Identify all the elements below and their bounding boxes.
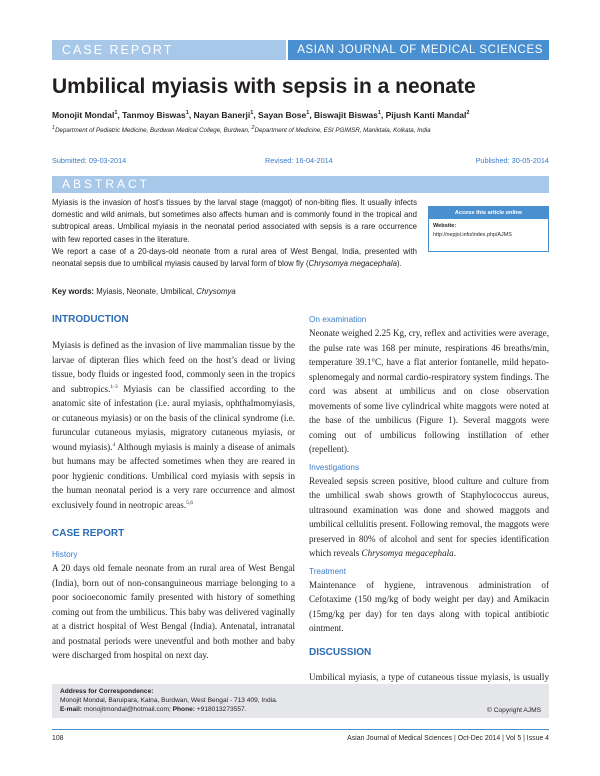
page-number: 108 <box>52 735 64 742</box>
abstract-paragraph: We report a case of a 20-days-old neonate from a rural area of West Bengal, India, presented with neonatal sepsis due to umbilical myiasis caused by larval form of blow fly (Chrysomya megacephala). <box>52 246 417 269</box>
introduction-heading: INTRODUCTION <box>52 314 129 325</box>
right-column <box>309 314 549 699</box>
online-access-heading: Access this article online <box>429 207 548 219</box>
investigations-paragraph: Revealed sepsis screen positive, blood culture and culture from the umbilical swab shows growth of Staphylococcus aureus, ultrasound examination was done and showed maggots and umbilical cellulitis present. Following removal, the maggots were preserved in 80% of alcohol and sent for species identification which reveals Chrysomya megacephala. <box>309 475 549 558</box>
left-column <box>52 313 295 663</box>
email-link[interactable]: monojitmondal@hotmail.com; <box>81 706 173 713</box>
discussion-paragraph: Umbilical myiasis, a type of cutaneous tissue myiasis, is usually <box>309 671 549 682</box>
author-list: Monojit Mondal$^1$, Tanmoy Biswas$^1$, Nayan Banerji$^1$, Sayan Bose$^1$, Biswajit Biswas$^1$, Pijush Kanti Mandal$^2$ <box>52 110 470 120</box>
examination-heading: On examination <box>309 315 367 324</box>
keywords: Key words: Myiasis, Neonate, Umbilical, Chrysomya <box>52 287 236 296</box>
affiliations: $^1$Department of Pediatric Medicine, Burdwan Medical College, Burdwan, $^2$Department of Medicine, ESI PGIMSR, Maniktala, Kolkata, India <box>52 124 431 134</box>
treatment-paragraph: Maintenance of hygiene, intravenous administration of Cefotaxime (150 mg/kg of body weight per day) and Amikacin (15mg/kg per day) for ten days along with topical antibiotic ointment. <box>309 579 549 633</box>
case-report-heading: CASE REPORT <box>52 528 125 539</box>
author-name: Monojit Mondal <box>52 110 115 120</box>
journal-citation: Asian Journal of Medical Sciences | Oct-Dec 2014 | Vol 5 | Issue 4 <box>347 735 549 742</box>
treatment-heading: Treatment <box>309 566 347 576</box>
published-date: Published: 30-05-2014 <box>475 156 549 165</box>
introduction-paragraph: Myiasis is defined as the invasion of live mammalian tissue by the larvae of dipteran flies which feed on the host’s dead or living tissue, body fluids or ingested food, commonly seen in the tropics and subtropics.$^{1-3}$ Myiasis can be classified according to the anatomic site of infestation (i.e. aural myiasis, ophthalmomyiasis, or cutaneous myiasis) or on the basis of the clinical syndrome (i.e. furuncular cutaneous myiasis, migratory cutaneous myiasis, or wound myiasis).$^4$ Although myiasis is mainly a disease of animals but humans may be affected sometimes when they are reared in poor hygienic conditions. Umbilical cord myiasis with sepsis in the human neonatal period is a very rare occurrence and almost exclusively found in neotropic areas.$^{5,6}$ <box>52 340 296 510</box>
investigations-heading: Investigations <box>309 462 360 472</box>
copyright-notice: © Copyright AJMS <box>487 707 541 714</box>
article-title: Umbilical myiasis with sepsis in a neonate <box>52 75 476 98</box>
footer-divider <box>52 729 549 730</box>
examination-paragraph: Neonate weighed 2.25 Kg, cry, reflex and activities were average, the pulse rate was 168 per minute, respirations 46 breaths/min, temperature 39.1°C, have a flat anterior fontanelle, mild hepato-splenomegaly and normal cardio-respiratory system findings. The cord was absent at umbilicus and on close observation movements of some live cylindrical white maggots were noted at the base of the umbilicus (Figure 1). Several maggots were coming out of umbilicus following instillation of ether (repellent). <box>309 328 549 454</box>
submitted-date: Submitted: 09-03-2014 <box>52 156 127 165</box>
author-name: Nayan Banerji <box>193 110 251 120</box>
correspondence-label: Address for Correspondence: <box>60 688 154 695</box>
abstract-heading: ABSTRACT <box>52 176 549 193</box>
correspondence-box <box>52 684 549 718</box>
abstract-paragraph: Myiasis is the invasion of host’s tissues by the larval stage (maggot) of non-biting flies. It usually infects domestic and wild animals, but sometimes also affects human and is commonly found in the tropical and subtropical areas. Umbilical myiasis in the neonatal period associated with sepsis is a rare occurrence with few reported cases in the literature. <box>52 198 417 244</box>
website-link[interactable]: http://nepjol.info/index.php/AJMS <box>433 232 512 238</box>
correspondence-address: Monojit Mondal, Baruipara, Kalna, Burdwan, West Bengal - 713 409, India. <box>60 697 278 704</box>
website-label: Website: <box>433 223 457 229</box>
history-paragraph: A 20 days old female neonate from an rural area of West Bengal (India), born out of non-consanguineous marriage belonging to a poor socioeconomic family presented with history of something coming out from the umbilicus. This baby was delivered vaginally at a district hospital of West Bengal (India). Antenatal, intranatal and postnatal periods were uneventful and both mother and baby were discharged from hospital on next day. <box>52 563 295 660</box>
discussion-heading: DISCUSSION <box>309 646 372 658</box>
revised-date: Revised: 16-04-2014 <box>265 156 333 165</box>
abstract-body <box>52 197 417 270</box>
history-heading: History <box>52 550 78 559</box>
author-name: Tanmoy Biswas <box>122 110 186 120</box>
author-name: Pijush Kanti Mandal <box>385 110 467 120</box>
article-type-banner: CASE REPORT <box>52 40 286 60</box>
author-name: Sayan Bose <box>258 110 307 120</box>
journal-name-banner: ASIAN JOURNAL OF MEDICAL SCIENCES <box>288 40 549 60</box>
correspondence-contact: E-mail: monojitmondal@hotmail.com; Phone: +918013273557. <box>60 706 247 713</box>
online-access-box <box>428 206 549 252</box>
author-name: Biswajit Biswas <box>314 110 378 120</box>
